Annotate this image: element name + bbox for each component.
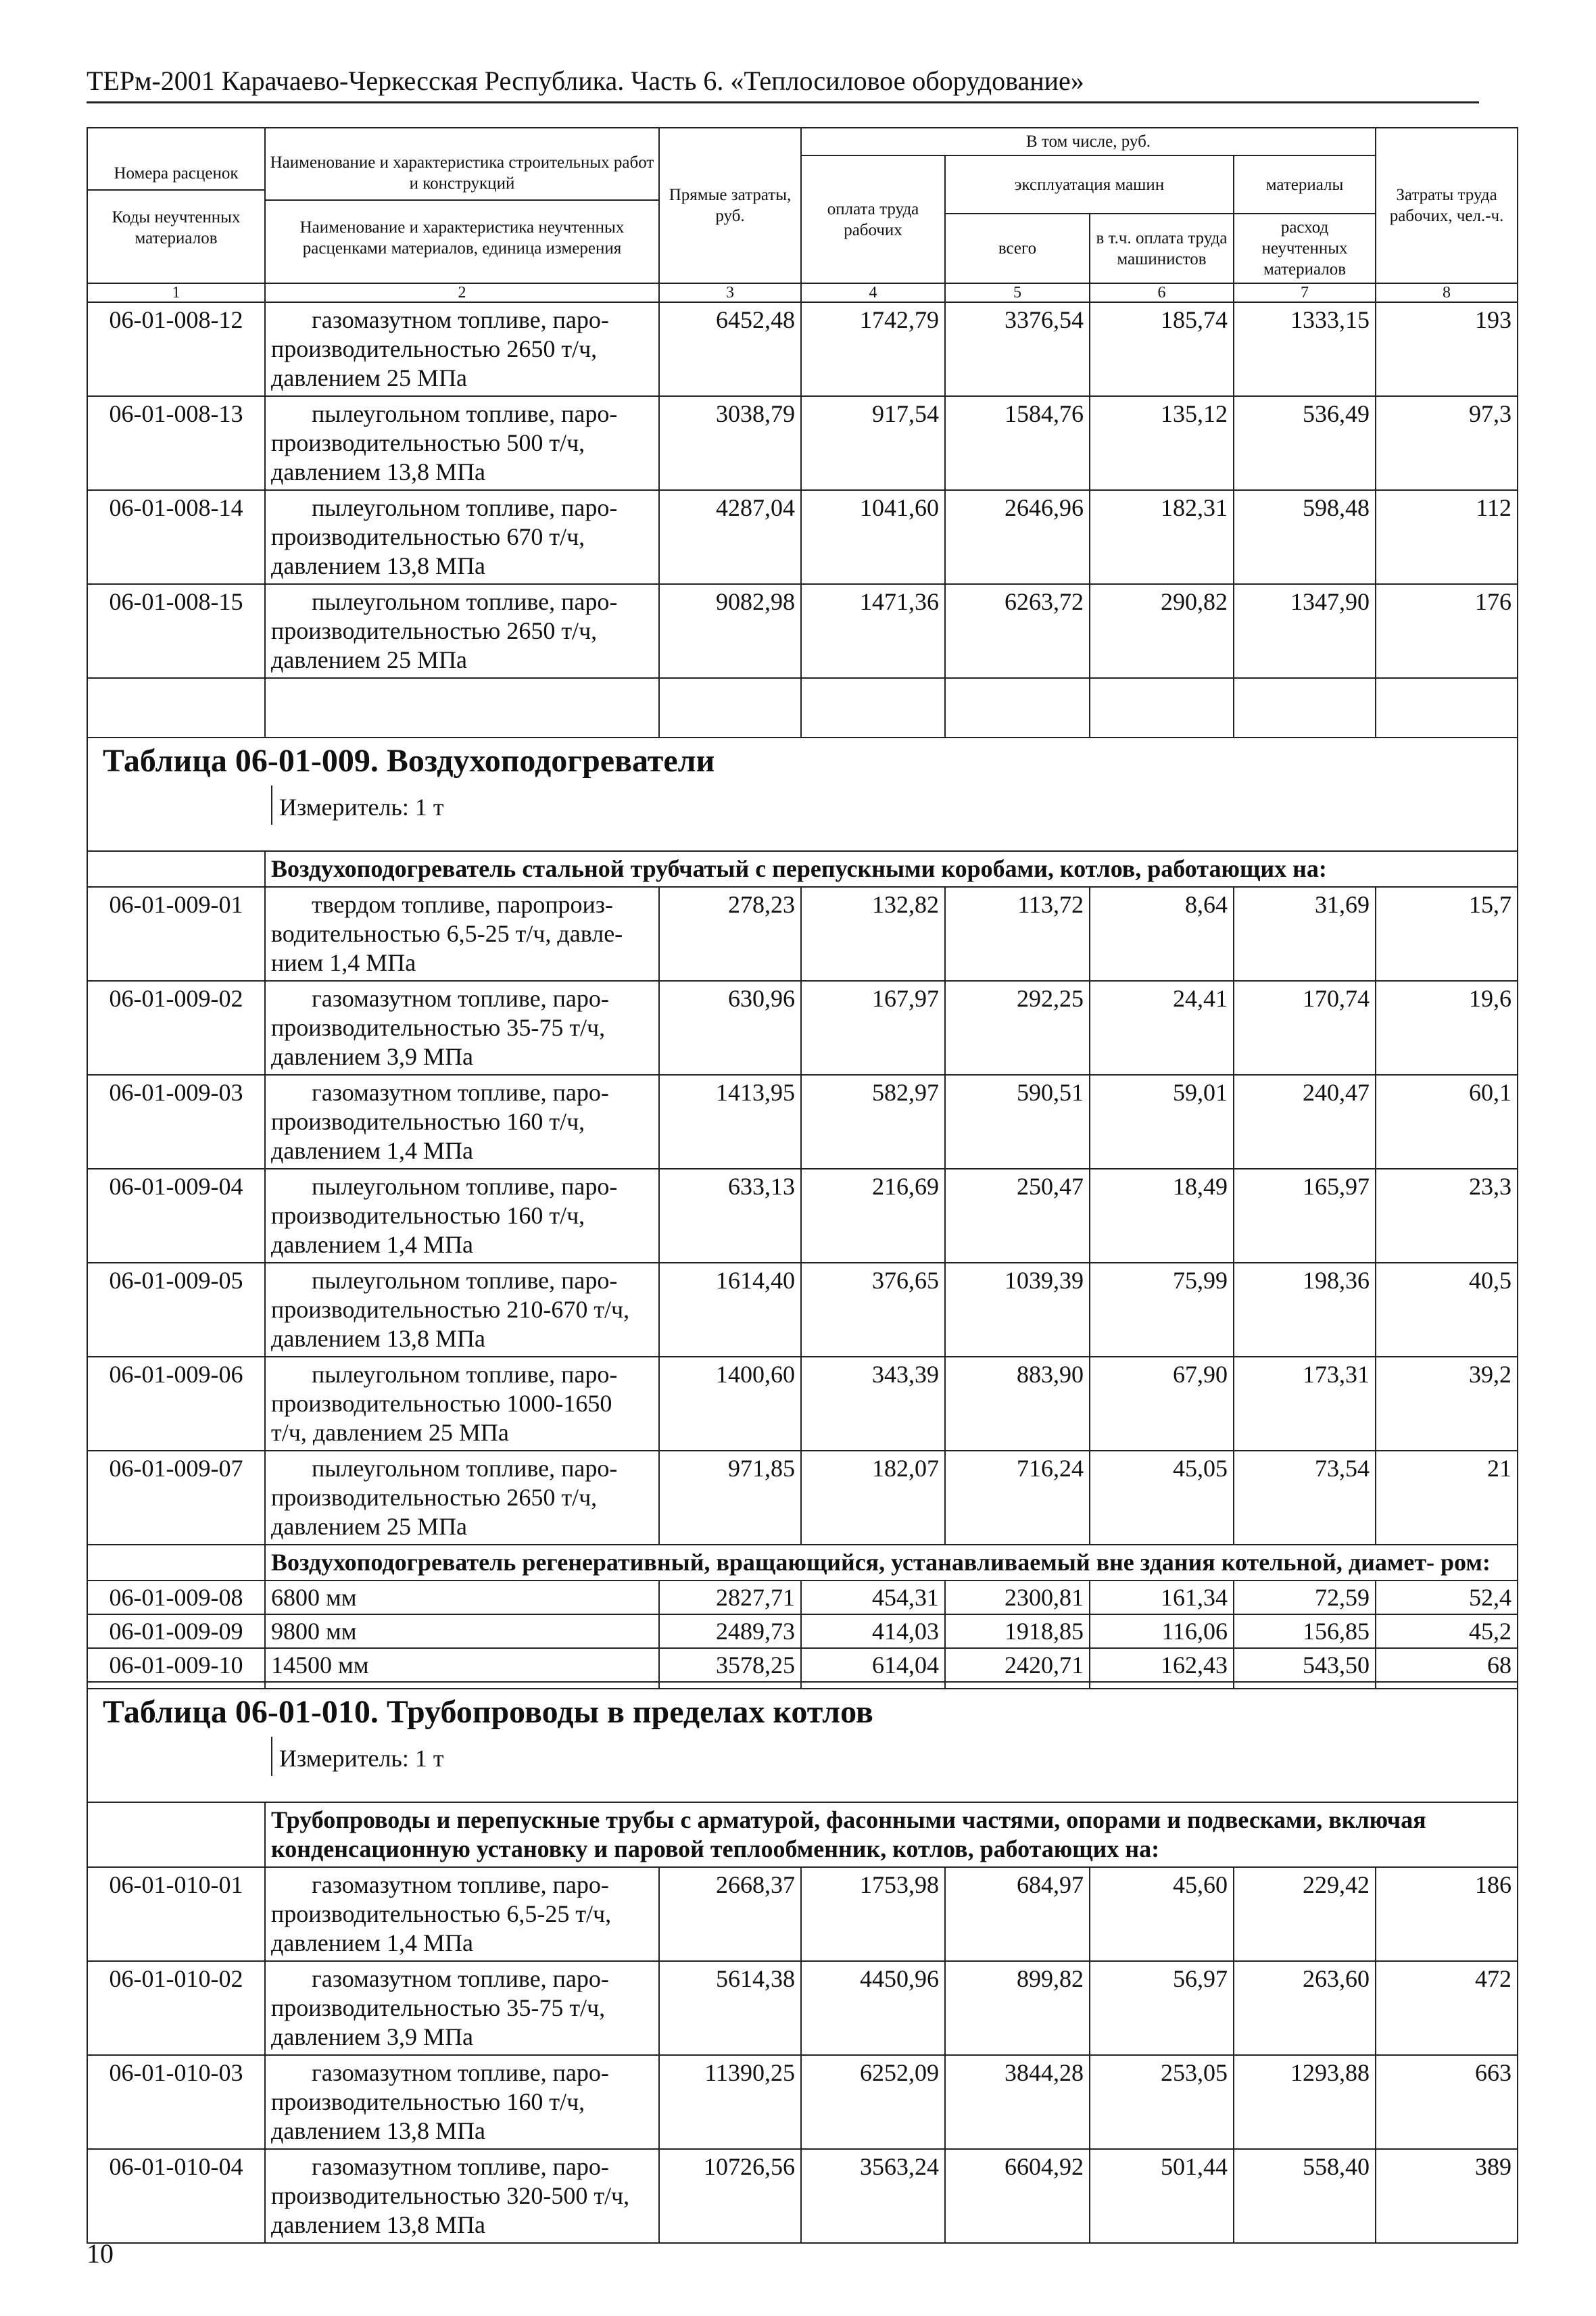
value-labor-hours: 45,2 bbox=[1376, 1614, 1518, 1648]
table-row bbox=[87, 1961, 1518, 2055]
value-labor-pay: 3563,24 bbox=[801, 2149, 945, 2243]
rate-code: 06-01-010-03 bbox=[87, 2055, 265, 2149]
table-row bbox=[87, 1263, 1518, 1357]
description-line: водительностью 6,5-25 т/ч, давле- bbox=[271, 920, 623, 947]
value-materials-expense: 1333,15 bbox=[1234, 302, 1376, 396]
rate-description bbox=[265, 1648, 659, 1682]
col-header-labor-pay: оплата труда рабочих bbox=[801, 155, 945, 283]
empty-cell bbox=[1234, 678, 1376, 738]
value-direct-costs: 1413,95 bbox=[659, 1075, 801, 1169]
table-row bbox=[87, 396, 1518, 490]
value-labor-pay: 1753,98 bbox=[801, 1867, 945, 1961]
rate-code: 06-01-008-13 bbox=[87, 396, 265, 490]
value-materials-expense: 156,85 bbox=[1234, 1614, 1376, 1648]
value-labor-pay: 614,04 bbox=[801, 1648, 945, 1682]
group-header bbox=[265, 851, 1518, 887]
value-machines-total: 6263,72 bbox=[945, 584, 1090, 678]
value-direct-costs: 633,13 bbox=[659, 1169, 801, 1263]
value-machines-total: 292,25 bbox=[945, 981, 1090, 1075]
value-labor-hours: 176 bbox=[1376, 584, 1518, 678]
rate-description bbox=[265, 1075, 659, 1169]
value-labor-pay: 917,54 bbox=[801, 396, 945, 490]
value-direct-costs: 1400,60 bbox=[659, 1357, 801, 1451]
value-machinist-pay: 8,64 bbox=[1090, 887, 1234, 981]
value-labor-pay: 1471,36 bbox=[801, 584, 945, 678]
page-number: 10 bbox=[87, 2238, 114, 2269]
rate-code: 06-01-009-03 bbox=[87, 1075, 265, 1169]
col-header-total: всего bbox=[945, 214, 1090, 283]
rate-description bbox=[265, 1357, 659, 1451]
value-labor-pay: 454,31 bbox=[801, 1581, 945, 1614]
value-materials-expense: 72,59 bbox=[1234, 1581, 1376, 1614]
value-materials-expense: 598,48 bbox=[1234, 490, 1376, 584]
description-line: газомазутном топливе, паро- bbox=[312, 2059, 609, 2086]
description-line: производительностью 160 т/ч, bbox=[271, 2088, 585, 2115]
group-empty-cell bbox=[87, 851, 265, 887]
table-measure: Измеритель: 1 т bbox=[271, 1737, 1512, 1776]
col-header-machines: эксплуатация машин bbox=[945, 155, 1234, 214]
empty-cell bbox=[265, 1682, 659, 1689]
empty-cell bbox=[659, 678, 801, 738]
empty-cell bbox=[1090, 1682, 1234, 1689]
description-line: производительностью 160 т/ч, bbox=[271, 1202, 585, 1229]
description-line: производительностью 500 т/ч, bbox=[271, 429, 585, 456]
rate-description bbox=[265, 490, 659, 584]
value-direct-costs: 2668,37 bbox=[659, 1867, 801, 1961]
rate-code: 06-01-009-10 bbox=[87, 1648, 265, 1682]
description-line: 6800 мм bbox=[271, 1584, 357, 1611]
value-materials-expense: 198,36 bbox=[1234, 1263, 1376, 1357]
value-direct-costs: 6452,48 bbox=[659, 302, 801, 396]
table-title: Таблица 06-01-009. Воздухоподогреватели bbox=[103, 743, 715, 779]
value-direct-costs: 3578,25 bbox=[659, 1648, 801, 1682]
value-labor-pay: 216,69 bbox=[801, 1169, 945, 1263]
description-line: пылеугольном топливе, паро- bbox=[312, 400, 618, 427]
value-materials-expense: 1347,90 bbox=[1234, 584, 1376, 678]
description-line: производительностью 2650 т/ч, bbox=[271, 335, 598, 362]
value-labor-hours: 186 bbox=[1376, 1867, 1518, 1961]
empty-cell bbox=[265, 678, 659, 738]
value-labor-pay: 343,39 bbox=[801, 1357, 945, 1451]
value-materials-expense: 170,74 bbox=[1234, 981, 1376, 1075]
value-labor-pay: 414,03 bbox=[801, 1614, 945, 1648]
value-machinist-pay: 253,05 bbox=[1090, 2055, 1234, 2149]
value-labor-hours: 472 bbox=[1376, 1961, 1518, 2055]
description-line: пылеугольном топливе, паро- bbox=[312, 1455, 618, 1482]
col-number: 2 bbox=[265, 283, 659, 302]
table-row bbox=[87, 1648, 1518, 1682]
value-machines-total: 3376,54 bbox=[945, 302, 1090, 396]
col-header-unaccounted-materials: расход неучтенных материалов bbox=[1234, 214, 1376, 283]
description-line: производительностью 2650 т/ч, bbox=[271, 1484, 598, 1511]
value-machines-total: 899,82 bbox=[945, 1961, 1090, 2055]
rate-code: 06-01-009-08 bbox=[87, 1581, 265, 1614]
description-line: 14500 мм bbox=[271, 1651, 369, 1679]
table-title-row bbox=[87, 738, 1518, 851]
rate-description bbox=[265, 1614, 659, 1648]
value-machines-total: 250,47 bbox=[945, 1169, 1090, 1263]
col-header-materials: материалы bbox=[1234, 155, 1376, 214]
value-labor-pay: 376,65 bbox=[801, 1263, 945, 1357]
value-labor-hours: 52,4 bbox=[1376, 1581, 1518, 1614]
value-materials-expense: 536,49 bbox=[1234, 396, 1376, 490]
rate-code: 06-01-008-12 bbox=[87, 302, 265, 396]
col-header-names-bottom: Наименование и характеристика неучтенных расценками материалов, единица измерения bbox=[266, 199, 658, 259]
table-row bbox=[87, 1075, 1518, 1169]
col-number: 7 bbox=[1234, 283, 1376, 302]
value-machinist-pay: 67,90 bbox=[1090, 1357, 1234, 1451]
table-row bbox=[87, 2055, 1518, 2149]
rate-code: 06-01-009-05 bbox=[87, 1263, 265, 1357]
rate-code: 06-01-008-15 bbox=[87, 584, 265, 678]
rate-description bbox=[265, 981, 659, 1075]
value-labor-pay: 6252,09 bbox=[801, 2055, 945, 2149]
value-machinist-pay: 290,82 bbox=[1090, 584, 1234, 678]
rates-table bbox=[87, 127, 1518, 2244]
description-line: пылеугольном топливе, паро- bbox=[312, 588, 618, 615]
value-labor-hours: 663 bbox=[1376, 2055, 1518, 2149]
value-materials-expense: 165,97 bbox=[1234, 1169, 1376, 1263]
value-machines-total: 2300,81 bbox=[945, 1581, 1090, 1614]
value-machinist-pay: 56,97 bbox=[1090, 1961, 1234, 2055]
value-labor-hours: 193 bbox=[1376, 302, 1518, 396]
value-labor-pay: 132,82 bbox=[801, 887, 945, 981]
rate-code: 06-01-009-06 bbox=[87, 1357, 265, 1451]
group-empty-cell bbox=[87, 1545, 265, 1581]
value-machines-total: 684,97 bbox=[945, 1867, 1090, 1961]
rate-code: 06-01-010-04 bbox=[87, 2149, 265, 2243]
description-line: давлением 25 МПа bbox=[271, 364, 468, 391]
value-machinist-pay: 45,60 bbox=[1090, 1867, 1234, 1961]
rate-description bbox=[265, 2055, 659, 2149]
description-line: давлением 3,9 МПа bbox=[271, 2023, 474, 2050]
value-labor-hours: 60,1 bbox=[1376, 1075, 1518, 1169]
empty-cell bbox=[87, 678, 265, 738]
value-machinist-pay: 161,34 bbox=[1090, 1581, 1234, 1614]
rate-description bbox=[265, 1451, 659, 1545]
table-title-row bbox=[87, 1689, 1518, 1802]
value-labor-pay: 1742,79 bbox=[801, 302, 945, 396]
value-labor-hours: 39,2 bbox=[1376, 1357, 1518, 1451]
value-materials-expense: 1293,88 bbox=[1234, 2055, 1376, 2149]
value-direct-costs: 10726,56 bbox=[659, 2149, 801, 2243]
value-machines-total: 1584,76 bbox=[945, 396, 1090, 490]
spacer-row bbox=[87, 1682, 1518, 1689]
description-line: твердом топливе, паропроиз- bbox=[312, 891, 613, 918]
table-row bbox=[87, 1614, 1518, 1648]
value-machines-total: 3844,28 bbox=[945, 2055, 1090, 2149]
table-row bbox=[87, 2149, 1518, 2243]
description-line: газомазутном топливе, паро- bbox=[312, 2153, 609, 2180]
group-header-row bbox=[87, 1545, 1518, 1581]
description-line: давлением 13,8 МПа bbox=[271, 552, 486, 579]
value-labor-hours: 112 bbox=[1376, 490, 1518, 584]
description-line: производительностью 35-75 т/ч, bbox=[271, 1994, 606, 2021]
value-materials-expense: 229,42 bbox=[1234, 1867, 1376, 1961]
group-header bbox=[265, 1545, 1518, 1581]
value-labor-hours: 19,6 bbox=[1376, 981, 1518, 1075]
rate-description bbox=[265, 584, 659, 678]
empty-cell bbox=[945, 1682, 1090, 1689]
empty-cell bbox=[945, 678, 1090, 738]
value-machinist-pay: 162,43 bbox=[1090, 1648, 1234, 1682]
rates-table-body bbox=[87, 128, 1518, 2243]
empty-cell bbox=[659, 1682, 801, 1689]
value-direct-costs: 2489,73 bbox=[659, 1614, 801, 1648]
page-header: ТЕРм-2001 Карачаево-Черкесская Республика. Часть 6. «Теплосиловое оборудование» bbox=[87, 62, 1479, 103]
description-line: пылеугольном топливе, паро- bbox=[312, 1267, 618, 1294]
col-number: 6 bbox=[1090, 283, 1234, 302]
value-materials-expense: 263,60 bbox=[1234, 1961, 1376, 2055]
value-materials-expense: 543,50 bbox=[1234, 1648, 1376, 1682]
description-line: производительностью 670 т/ч, bbox=[271, 523, 585, 550]
value-labor-hours: 15,7 bbox=[1376, 887, 1518, 981]
rate-code: 06-01-008-14 bbox=[87, 490, 265, 584]
description-line: производительностью 1000-1650 bbox=[271, 1390, 612, 1417]
empty-cell bbox=[1376, 1682, 1518, 1689]
value-machinist-pay: 59,01 bbox=[1090, 1075, 1234, 1169]
col-number: 5 bbox=[945, 283, 1090, 302]
description-line: газомазутном топливе, паро- bbox=[312, 1079, 609, 1106]
description-line: газомазутном топливе, паро- bbox=[312, 1965, 609, 1992]
value-materials-expense: 240,47 bbox=[1234, 1075, 1376, 1169]
table-row bbox=[87, 302, 1518, 396]
header-row-1 bbox=[87, 128, 1518, 155]
description-line: газомазутном топливе, паро- bbox=[312, 985, 609, 1012]
value-materials-expense: 73,54 bbox=[1234, 1451, 1376, 1545]
col-header-machinist-pay: в т.ч. оплата труда машинистов bbox=[1090, 214, 1234, 283]
col-header-names bbox=[265, 128, 659, 283]
value-machines-total: 113,72 bbox=[945, 887, 1090, 981]
measure-spacer bbox=[93, 1737, 271, 1776]
value-labor-pay: 182,07 bbox=[801, 1451, 945, 1545]
table-row bbox=[87, 1357, 1518, 1451]
value-direct-costs: 11390,25 bbox=[659, 2055, 801, 2149]
measure-line bbox=[93, 786, 1512, 825]
empty-cell bbox=[1234, 1682, 1376, 1689]
group-empty-cell bbox=[87, 1802, 265, 1867]
table-row bbox=[87, 1451, 1518, 1545]
value-labor-pay: 582,97 bbox=[801, 1075, 945, 1169]
value-machinist-pay: 45,05 bbox=[1090, 1451, 1234, 1545]
value-machines-total: 6604,92 bbox=[945, 2149, 1090, 2243]
value-direct-costs: 630,96 bbox=[659, 981, 801, 1075]
rate-code: 06-01-010-02 bbox=[87, 1961, 265, 2055]
group-header-text: Трубопроводы и перепускные трубы с арматурой, фасонными частями, опорами и подвесками, включая конденсационную установку и паровой теплообменник, котлов, работающих на: bbox=[271, 1806, 1426, 1862]
value-direct-costs: 971,85 bbox=[659, 1451, 801, 1545]
rate-code: 06-01-009-09 bbox=[87, 1614, 265, 1648]
value-labor-pay: 167,97 bbox=[801, 981, 945, 1075]
value-labor-hours: 97,3 bbox=[1376, 396, 1518, 490]
description-line: пылеугольном топливе, паро- bbox=[312, 1173, 618, 1200]
value-machinist-pay: 185,74 bbox=[1090, 302, 1234, 396]
value-machines-total: 590,51 bbox=[945, 1075, 1090, 1169]
group-header bbox=[265, 1802, 1518, 1867]
description-line: т/ч, давлением 25 МПа bbox=[271, 1419, 509, 1446]
col-number: 3 bbox=[659, 283, 801, 302]
rate-code: 06-01-010-01 bbox=[87, 1867, 265, 1961]
value-labor-hours: 23,3 bbox=[1376, 1169, 1518, 1263]
table-row bbox=[87, 490, 1518, 584]
value-labor-pay: 4450,96 bbox=[801, 1961, 945, 2055]
rate-description bbox=[265, 1961, 659, 2055]
rate-code: 06-01-009-01 bbox=[87, 887, 265, 981]
col-header-codes bbox=[87, 128, 265, 283]
value-labor-pay: 1041,60 bbox=[801, 490, 945, 584]
value-machines-total: 883,90 bbox=[945, 1357, 1090, 1451]
description-line: давлением 13,8 МПа bbox=[271, 1325, 486, 1352]
description-line: пылеугольном топливе, паро- bbox=[312, 1361, 618, 1388]
description-line: давлением 1,4 МПа bbox=[271, 1929, 474, 1956]
value-labor-hours: 68 bbox=[1376, 1648, 1518, 1682]
description-line: давлением 25 МПа bbox=[271, 1513, 468, 1540]
group-header-row bbox=[87, 1802, 1518, 1867]
rate-description bbox=[265, 1867, 659, 1961]
rate-code: 06-01-009-07 bbox=[87, 1451, 265, 1545]
col-header-names-top: Наименование и характеристика строительных работ и конструкций bbox=[270, 153, 654, 193]
group-header-text: Воздухоподогреватель стальной трубчатый с перепускными коробами, котлов, работающих на: bbox=[271, 855, 1327, 882]
measure-spacer bbox=[93, 786, 271, 825]
description-line: производительностью 6,5-25 т/ч, bbox=[271, 1900, 612, 1927]
column-numbers-row bbox=[87, 283, 1518, 302]
description-line: производительностью 320-500 т/ч, bbox=[271, 2182, 630, 2209]
value-labor-hours: 21 bbox=[1376, 1451, 1518, 1545]
description-line: давлением 3,9 МПа bbox=[271, 1043, 474, 1070]
table-row bbox=[87, 1581, 1518, 1614]
table-measure: Измеритель: 1 т bbox=[271, 786, 1512, 825]
description-line: давлением 13,8 МПа bbox=[271, 458, 486, 485]
value-machinist-pay: 24,41 bbox=[1090, 981, 1234, 1075]
value-direct-costs: 9082,98 bbox=[659, 584, 801, 678]
col-header-codes-bottom: Коды неучтенных материалов bbox=[88, 189, 264, 249]
empty-cell bbox=[801, 678, 945, 738]
description-line: давлением 1,4 МПа bbox=[271, 1231, 474, 1258]
rate-description bbox=[265, 2149, 659, 2243]
value-machinist-pay: 18,49 bbox=[1090, 1169, 1234, 1263]
empty-cell bbox=[87, 1682, 265, 1689]
value-machinist-pay: 116,06 bbox=[1090, 1614, 1234, 1648]
spacer-row bbox=[87, 678, 1518, 738]
table-row bbox=[87, 584, 1518, 678]
rate-description bbox=[265, 1169, 659, 1263]
value-machinist-pay: 75,99 bbox=[1090, 1263, 1234, 1357]
table-title: Таблица 06-01-010. Трубопроводы в пределах котлов bbox=[103, 1694, 873, 1730]
value-machines-total: 2420,71 bbox=[945, 1648, 1090, 1682]
description-line: газомазутном топливе, паро- bbox=[312, 1871, 609, 1898]
value-direct-costs: 1614,40 bbox=[659, 1263, 801, 1357]
value-labor-hours: 389 bbox=[1376, 2149, 1518, 2243]
value-direct-costs: 4287,04 bbox=[659, 490, 801, 584]
value-machinist-pay: 501,44 bbox=[1090, 2149, 1234, 2243]
description-line: давлением 1,4 МПа bbox=[271, 1137, 474, 1164]
value-direct-costs: 5614,38 bbox=[659, 1961, 801, 2055]
col-number: 1 bbox=[87, 283, 265, 302]
measure-line bbox=[93, 1737, 1512, 1776]
rate-code: 06-01-009-02 bbox=[87, 981, 265, 1075]
value-direct-costs: 278,23 bbox=[659, 887, 801, 981]
empty-cell bbox=[801, 1682, 945, 1689]
col-header-direct-costs: Прямые затраты, руб. bbox=[659, 128, 801, 283]
empty-cell bbox=[1090, 678, 1234, 738]
value-machines-total: 716,24 bbox=[945, 1451, 1090, 1545]
description-line: 9800 мм bbox=[271, 1618, 357, 1645]
rate-description bbox=[265, 1581, 659, 1614]
value-direct-costs: 2827,71 bbox=[659, 1581, 801, 1614]
col-header-including: В том числе, руб. bbox=[801, 128, 1376, 155]
value-labor-hours: 40,5 bbox=[1376, 1263, 1518, 1357]
value-machines-total: 1918,85 bbox=[945, 1614, 1090, 1648]
table-title-cell bbox=[87, 738, 1518, 851]
description-line: производительностью 35-75 т/ч, bbox=[271, 1014, 606, 1041]
table-row bbox=[87, 1867, 1518, 1961]
value-machinist-pay: 135,12 bbox=[1090, 396, 1234, 490]
description-line: производительностью 2650 т/ч, bbox=[271, 617, 598, 644]
value-machines-total: 1039,39 bbox=[945, 1263, 1090, 1357]
value-materials-expense: 31,69 bbox=[1234, 887, 1376, 981]
description-line: нием 1,4 МПа bbox=[271, 949, 416, 976]
value-direct-costs: 3038,79 bbox=[659, 396, 801, 490]
rate-description bbox=[265, 396, 659, 490]
col-number: 4 bbox=[801, 283, 945, 302]
description-line: газомазутном топливе, паро- bbox=[312, 306, 609, 333]
value-materials-expense: 173,31 bbox=[1234, 1357, 1376, 1451]
rate-description bbox=[265, 1263, 659, 1357]
col-header-labor-cost: Затраты труда рабочих, чел.-ч. bbox=[1376, 128, 1518, 283]
rate-description bbox=[265, 887, 659, 981]
table-title-cell bbox=[87, 1689, 1518, 1802]
col-header-codes-top: Номера расценок bbox=[114, 164, 239, 183]
table-row bbox=[87, 1169, 1518, 1263]
group-header-row bbox=[87, 851, 1518, 887]
group-header-text: Воздухоподогреватель регенеративный, вращающийся, устанавливаемый вне здания котельной, диамет- ром: bbox=[271, 1549, 1491, 1576]
value-materials-expense: 558,40 bbox=[1234, 2149, 1376, 2243]
table-row bbox=[87, 981, 1518, 1075]
description-line: производительностью 160 т/ч, bbox=[271, 1108, 585, 1135]
empty-cell bbox=[1376, 678, 1518, 738]
description-line: давлением 13,8 МПа bbox=[271, 2117, 486, 2144]
description-line: пылеугольном топливе, паро- bbox=[312, 494, 618, 521]
value-machines-total: 2646,96 bbox=[945, 490, 1090, 584]
col-number: 8 bbox=[1376, 283, 1518, 302]
rate-code: 06-01-009-04 bbox=[87, 1169, 265, 1263]
table-row bbox=[87, 887, 1518, 981]
description-line: производительностью 210-670 т/ч, bbox=[271, 1296, 630, 1323]
value-machinist-pay: 182,31 bbox=[1090, 490, 1234, 584]
description-line: давлением 13,8 МПа bbox=[271, 2211, 486, 2238]
description-line: давлением 25 МПа bbox=[271, 646, 468, 673]
rate-description bbox=[265, 302, 659, 396]
